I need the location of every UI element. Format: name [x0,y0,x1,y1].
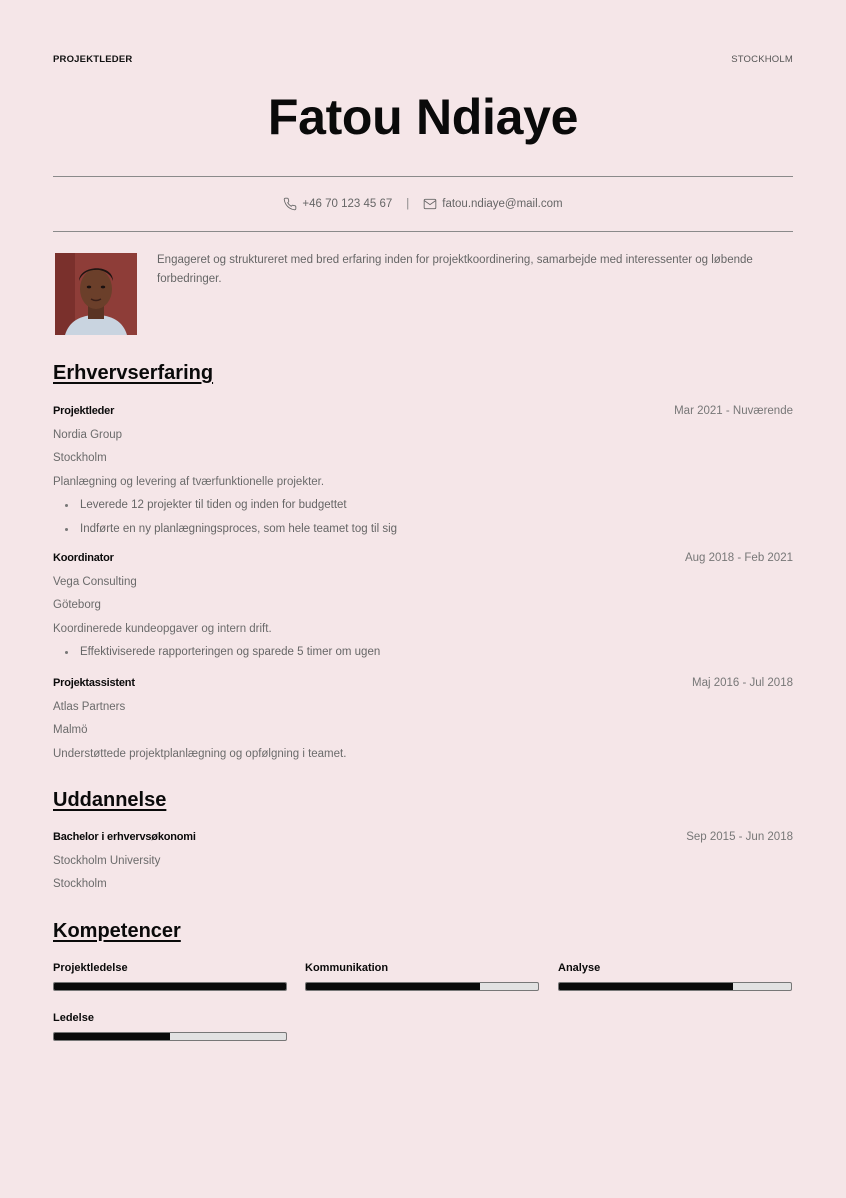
role-label: PROJEKTLEDER [53,54,133,65]
mail-icon [423,197,437,211]
person-name: Fatou Ndiaye [267,89,579,145]
profile-summary: Engageret og struktureret med bred erfaring inden for projektkoordinering, samarbejde med interessenter og løbende forbedringer. [157,254,753,285]
education-header [53,829,793,853]
job-city: Malmö [53,724,88,736]
skill-bar-fill [54,983,286,990]
job-company: Vega Consulting [53,575,137,588]
job-bullets [53,644,793,668]
education-heading: Uddannelse [53,789,167,811]
job-bullet: Leverede 12 projekter til tiden og inden for budgettet [53,497,793,521]
phone-icon [283,197,297,211]
experience-heading: Erhvervserfaring [53,362,214,384]
skill-name: Kommunikation [305,962,389,974]
job-city: Göteborg [53,599,101,611]
job-company: Atlas Partners [53,700,126,713]
skill-name: Projektledelse [53,962,128,974]
education-degree: Bachelor i erhvervsøkonomi [53,831,196,843]
skill-bar [305,982,539,991]
email-item[interactable] [423,197,562,211]
job-date: Mar 2021 - Nuværende [674,405,793,417]
skill-name: Ledelse [53,1012,94,1024]
top-bar [53,54,793,68]
skill-item [305,961,539,991]
job-entry [53,675,793,769]
job-header [53,550,793,574]
job-description: Koordinerede kundeopgaver og intern drift. [53,622,272,635]
skill-item [558,961,792,991]
skill-bar-fill [559,983,733,990]
skills-heading: Kompetencer [53,920,181,942]
skill-bar-fill [54,1033,170,1040]
job-company: Nordia Group [53,428,123,441]
divider-top [53,176,793,177]
skill-bar [53,1032,287,1041]
job-header [53,403,793,427]
job-bullet: Indførte en ny planlægningsproces, som hele teamet tog til sig [53,521,793,545]
phone-item[interactable] [283,197,392,211]
divider-bottom [53,231,793,232]
education-city: Stockholm [53,878,107,890]
skill-item [53,961,287,991]
contact-row [53,195,793,213]
job-date: Aug 2018 - Feb 2021 [684,552,793,564]
job-header [53,675,793,699]
city-label: STOCKHOLM [731,54,793,65]
phone-number: +46 70 123 45 67 [302,198,393,210]
job-description: Understøttede projektplanlægning og opfølgning i teamet. [53,747,347,760]
job-description: Planlægning og levering af tværfunktionelle projekter. [53,475,325,488]
skill-name: Analyse [558,962,601,974]
education-entry [53,829,793,900]
job-title: Projektassistent [53,677,135,689]
job-bullets [53,497,793,544]
email-address: fatou.ndiaye@mail.com [442,198,563,210]
job-title: Projektleder [53,405,115,417]
job-entry [53,550,793,668]
profile-photo [55,253,137,335]
skill-bar-fill [306,983,480,990]
skill-bar [558,982,792,991]
job-bullet: Effektiviserede rapporteringen og sparede 5 timer om ugen [53,644,793,668]
job-title: Koordinator [53,552,114,564]
contact-separator: | [406,198,410,210]
skill-bar [53,982,287,991]
job-entry [53,403,793,544]
job-city: Stockholm [53,452,107,464]
job-date: Maj 2016 - Jul 2018 [691,677,793,689]
education-school: Stockholm University [53,854,161,867]
skill-item [53,1011,287,1041]
education-date: Sep 2015 - Jun 2018 [686,831,793,843]
